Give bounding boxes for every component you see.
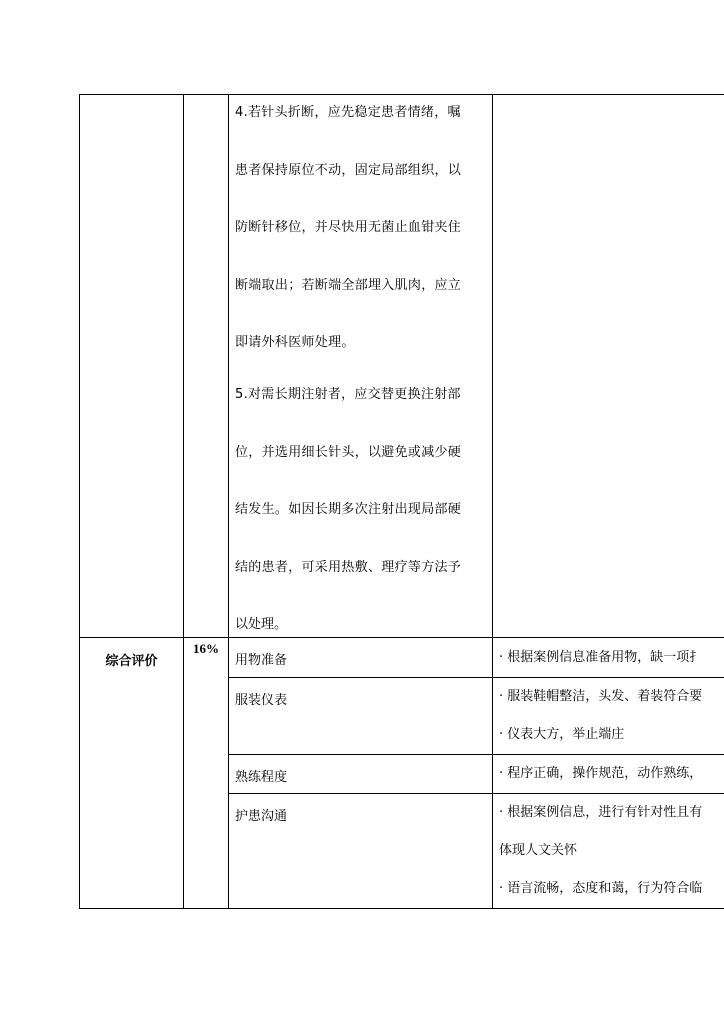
- criterion-text: · 根据案例信息，进行有针对性且有: [499, 805, 703, 820]
- category-cell-empty: [80, 95, 184, 638]
- evaluation-weight: 16%: [184, 638, 229, 909]
- item-criteria: [493, 794, 724, 909]
- step-line: 4.若针头折断，应先稳定患者情绪，嘱: [235, 105, 461, 120]
- item-criteria: [493, 678, 724, 755]
- criterion-text: · 仪表大方，举止端庄: [499, 727, 625, 742]
- weight-cell-empty: [184, 95, 229, 638]
- step-line: 5.对需长期注射者，应交替更换注射部: [235, 387, 461, 402]
- criterion-text: · 根据案例信息准备用物，缺一项扌: [499, 650, 703, 665]
- table-row-procedure-notes: [80, 95, 724, 638]
- item-criteria: [493, 755, 724, 794]
- evaluation-category: 综合评价: [80, 638, 184, 909]
- item-name: 护患沟通: [229, 794, 493, 909]
- criterion-text: · 语言流畅，态度和蔼，行为符合临: [499, 881, 703, 896]
- item-criteria: [493, 638, 724, 678]
- procedure-steps-cell: [229, 95, 493, 638]
- assessment-table: [79, 94, 724, 909]
- criterion-text: · 程序正确，操作规范，动作熟练，: [499, 766, 703, 781]
- step-line: 位，并选用细长针头，以避免或减少硬: [235, 444, 462, 460]
- step-line: 即请外科医师处理。: [235, 335, 355, 350]
- step-line: 结的患者，可采用热敷、理疗等方法予: [235, 559, 462, 575]
- item-name: 熟练程度: [229, 755, 493, 794]
- criterion-text: · 服装鞋帽整洁，头发、着装符合要: [499, 689, 703, 704]
- item-name: 服装仪表: [229, 678, 493, 755]
- table-row-prep: [80, 638, 724, 678]
- step-line: 患者保持原位不动，固定局部组织，以: [235, 162, 462, 178]
- criterion-text: 体现人文关怀: [499, 843, 578, 858]
- step-line: 以处理。: [235, 617, 288, 632]
- item-name: 用物准备: [229, 638, 493, 678]
- step-line: 结发生。如因长期多次注射出现局部硬: [235, 502, 462, 517]
- step-line: 防断针移位，并尽快用无菌止血钳夹住: [235, 220, 462, 235]
- step-line: 断端取出；若断端全部埋入肌肉，应立: [235, 277, 462, 293]
- criteria-cell-empty: [493, 95, 724, 638]
